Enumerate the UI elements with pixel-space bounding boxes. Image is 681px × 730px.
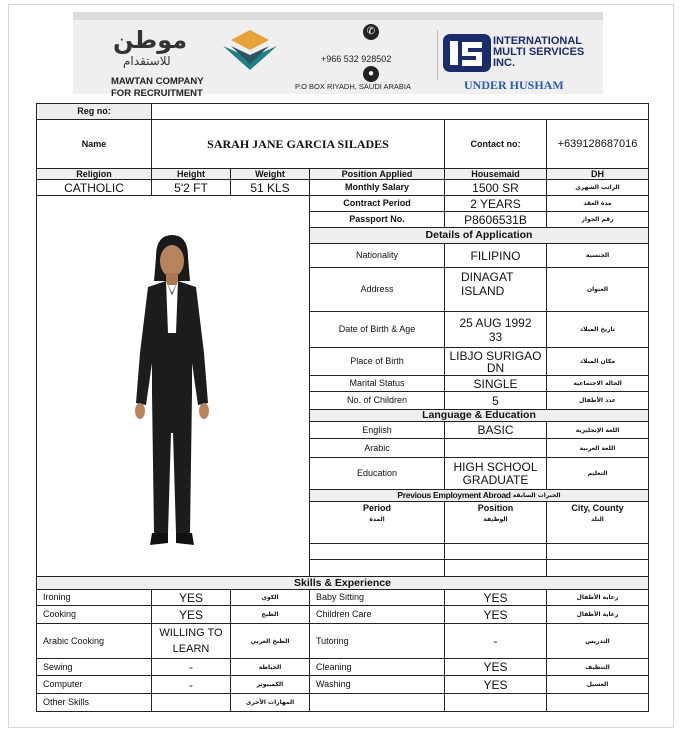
cv-form bbox=[36, 103, 649, 712]
reg-value bbox=[151, 103, 649, 120]
nationality-value: FILIPINO bbox=[444, 243, 547, 268]
position-label: Position Applied bbox=[309, 168, 445, 180]
address-text: P.O BOX RIYADH, SAUDI ARABIA bbox=[295, 82, 412, 91]
contract-value: 2 YEARS bbox=[444, 195, 547, 212]
children-arabic: عدد الأطفال bbox=[546, 391, 649, 410]
name-value: SARAH JANE GARCIA SILADES bbox=[151, 119, 445, 169]
address-label: Address bbox=[309, 267, 445, 312]
logo-arabic-name: موطن bbox=[113, 26, 188, 54]
contact-value: +639128687016 bbox=[546, 119, 649, 169]
pob-arabic: مكان الميلاد bbox=[546, 347, 649, 376]
contact-label: Contact no: bbox=[444, 119, 547, 169]
skill-empty-label bbox=[309, 693, 445, 712]
mawtan-diamond-icon bbox=[217, 30, 283, 70]
skill-arabiccooking-value: WILLING TO LEARN bbox=[151, 623, 231, 659]
period-arabic: المدة bbox=[369, 516, 385, 523]
salary-arabic: الراتب الشهري bbox=[546, 179, 649, 196]
prev-row-2-position bbox=[444, 559, 547, 577]
position-header bbox=[444, 501, 547, 544]
phone-number: +966 532 928502 bbox=[321, 54, 392, 64]
skill-childrencare-arabic: رعاية الأطفال bbox=[546, 605, 649, 624]
prev-row-1-period bbox=[309, 543, 445, 560]
location-pin-icon: ● bbox=[363, 66, 379, 82]
dh-label: DH bbox=[546, 168, 649, 180]
marital-arabic: الحالة الاجتماعية bbox=[546, 375, 649, 392]
passport-arabic: رقم الجواز bbox=[546, 211, 649, 228]
marital-value: SINGLE bbox=[444, 375, 547, 392]
passport-label: Passport No. bbox=[309, 211, 445, 228]
phone-icon: ✆ bbox=[363, 24, 379, 40]
english-label: English bbox=[309, 421, 445, 439]
prev-row-1-position bbox=[444, 543, 547, 560]
passport-value: P8606531B bbox=[444, 211, 547, 228]
skill-childrencare-label: Children Care bbox=[309, 605, 445, 624]
prev-title-en: Previous Employment Abroad bbox=[397, 490, 511, 500]
skill-arabiccooking-label: Arabic Cooking bbox=[36, 623, 152, 659]
city-col-label: City, County bbox=[571, 503, 624, 513]
reg-label: Reg no: bbox=[36, 103, 152, 120]
prev-row-2-period bbox=[309, 559, 445, 577]
position-value: Housemaid bbox=[444, 168, 547, 180]
dob-label: Date of Birth & Age bbox=[309, 311, 445, 348]
applicant-figure bbox=[112, 233, 232, 563]
company-name bbox=[111, 76, 204, 100]
dob-value: 25 AUG 1992 bbox=[459, 315, 532, 330]
skill-sewing-label: Sewing bbox=[36, 658, 152, 676]
contact-block bbox=[295, 24, 431, 90]
ims-line3: INC. bbox=[493, 57, 515, 69]
under-husham: UNDER HUSHAM bbox=[464, 78, 564, 92]
skill-tutoring-arabic: التدريس bbox=[546, 623, 649, 659]
skill-computer-value: - bbox=[151, 675, 231, 694]
skill-sewing-arabic: الخياطة bbox=[230, 658, 310, 676]
skill-washing-arabic: الغسيل bbox=[546, 675, 649, 694]
position-col-label: Position bbox=[477, 503, 514, 513]
skill-empty-arabic bbox=[546, 693, 649, 712]
address-value: DINAGAT ISLAND bbox=[444, 267, 547, 312]
mawtan-logo bbox=[83, 22, 283, 99]
age-value: 33 bbox=[488, 329, 503, 344]
dob-cell bbox=[444, 311, 547, 348]
skill-other-arabic: المهارات الأخرى bbox=[230, 693, 310, 712]
position-col-arabic: الوظيفة bbox=[483, 516, 508, 523]
skill-empty-value bbox=[444, 693, 547, 712]
company-line1: MAWTAN COMPANY bbox=[111, 76, 204, 87]
arabic-arabic: اللغة العربية bbox=[546, 438, 649, 458]
ims-line2: MULTI SERVICES bbox=[493, 46, 585, 58]
nationality-label: Nationality bbox=[309, 243, 445, 268]
contract-arabic: مدة العقد bbox=[546, 195, 649, 212]
children-value: 5 bbox=[444, 391, 547, 410]
skill-babysitting-label: Baby Sitting bbox=[309, 589, 445, 606]
nationality-arabic: الجنسية bbox=[546, 243, 649, 268]
skill-washing-value: YES bbox=[444, 675, 547, 694]
education-label: Education bbox=[309, 457, 445, 490]
height-value: 5'2 FT bbox=[151, 179, 231, 196]
pob-label: Place of Birth bbox=[309, 347, 445, 376]
header-divider bbox=[437, 30, 438, 80]
arabic-label: Arabic bbox=[309, 438, 445, 458]
arabic-value bbox=[444, 438, 547, 458]
skills-title: Skills & Experience bbox=[36, 576, 649, 590]
skill-sewing-value: - bbox=[151, 658, 231, 676]
skill-childrencare-value: YES bbox=[444, 605, 547, 624]
ims-line1: INTERNATIONAL bbox=[493, 35, 583, 47]
skill-washing-label: Washing bbox=[309, 675, 445, 694]
prev-row-1-city bbox=[546, 543, 649, 560]
salary-label: Monthly Salary bbox=[309, 179, 445, 196]
skill-cleaning-value: YES bbox=[444, 658, 547, 676]
period-header bbox=[309, 501, 445, 544]
skill-ironing-value: YES bbox=[151, 589, 231, 606]
name-label: Name bbox=[36, 119, 152, 169]
ims-company-name bbox=[493, 36, 584, 69]
skill-other-label: Other Skills bbox=[36, 693, 152, 712]
skill-cleaning-arabic: التنظيف bbox=[546, 658, 649, 676]
logo-arabic-sub: للاستقدام bbox=[123, 54, 171, 68]
skill-cooking-arabic: الطبخ bbox=[230, 605, 310, 624]
skill-ironing-label: Ironing bbox=[36, 589, 152, 606]
education-value: HIGH SCHOOL GRADUATE bbox=[444, 457, 547, 490]
skill-tutoring-value: - bbox=[444, 623, 547, 659]
religion-value: CATHOLIC bbox=[36, 179, 152, 196]
english-value: BASIC bbox=[444, 421, 547, 439]
banner-strip bbox=[73, 12, 603, 20]
header-banner bbox=[73, 12, 603, 99]
skill-tutoring-label: Tutoring bbox=[309, 623, 445, 659]
dob-arabic: تاريخ الميلاد bbox=[546, 311, 649, 348]
address-arabic: العنوان bbox=[546, 267, 649, 312]
skill-babysitting-arabic: رعاية الأطفال bbox=[546, 589, 649, 606]
city-header bbox=[546, 501, 649, 544]
children-label: No. of Children bbox=[309, 391, 445, 410]
pob-value: LIBJO SURIGAO DN bbox=[444, 347, 547, 376]
marital-label: Marital Status bbox=[309, 375, 445, 392]
skill-cooking-label: Cooking bbox=[36, 605, 152, 624]
period-label: Period bbox=[362, 503, 391, 513]
weight-value: 51 KLS bbox=[230, 179, 310, 196]
education-arabic: التعليم bbox=[546, 457, 649, 490]
skill-cleaning-label: Cleaning bbox=[309, 658, 445, 676]
skill-cooking-value: YES bbox=[151, 605, 231, 624]
applicant-photo bbox=[112, 233, 232, 563]
skill-babysitting-value: YES bbox=[444, 589, 547, 606]
weight-label: Weight bbox=[230, 168, 310, 180]
height-label: Height bbox=[151, 168, 231, 180]
religion-label: Religion bbox=[36, 168, 152, 180]
skill-computer-label: Computer bbox=[36, 675, 152, 694]
salary-value: 1500 SR bbox=[444, 179, 547, 196]
contract-label: Contract Period bbox=[309, 195, 445, 212]
city-col-arabic: البلد bbox=[591, 516, 604, 523]
skill-arabiccooking-arabic: الطبخ العربي bbox=[230, 623, 310, 659]
details-title: Details of Application bbox=[309, 227, 649, 244]
skill-computer-arabic: الكمبيوتر bbox=[230, 675, 310, 694]
english-arabic: اللغة الإنجليزية bbox=[546, 421, 649, 439]
company-line2: FOR RECRUITMENT bbox=[111, 88, 203, 99]
skill-other-value bbox=[151, 693, 231, 712]
language-title: Language & Education bbox=[309, 409, 649, 422]
skill-ironing-arabic: الكوي bbox=[230, 589, 310, 606]
prev-title-ar: الخبرات السابقة bbox=[512, 492, 561, 499]
ims-logo-icon bbox=[443, 34, 491, 72]
prev-row-2-city bbox=[546, 559, 649, 577]
